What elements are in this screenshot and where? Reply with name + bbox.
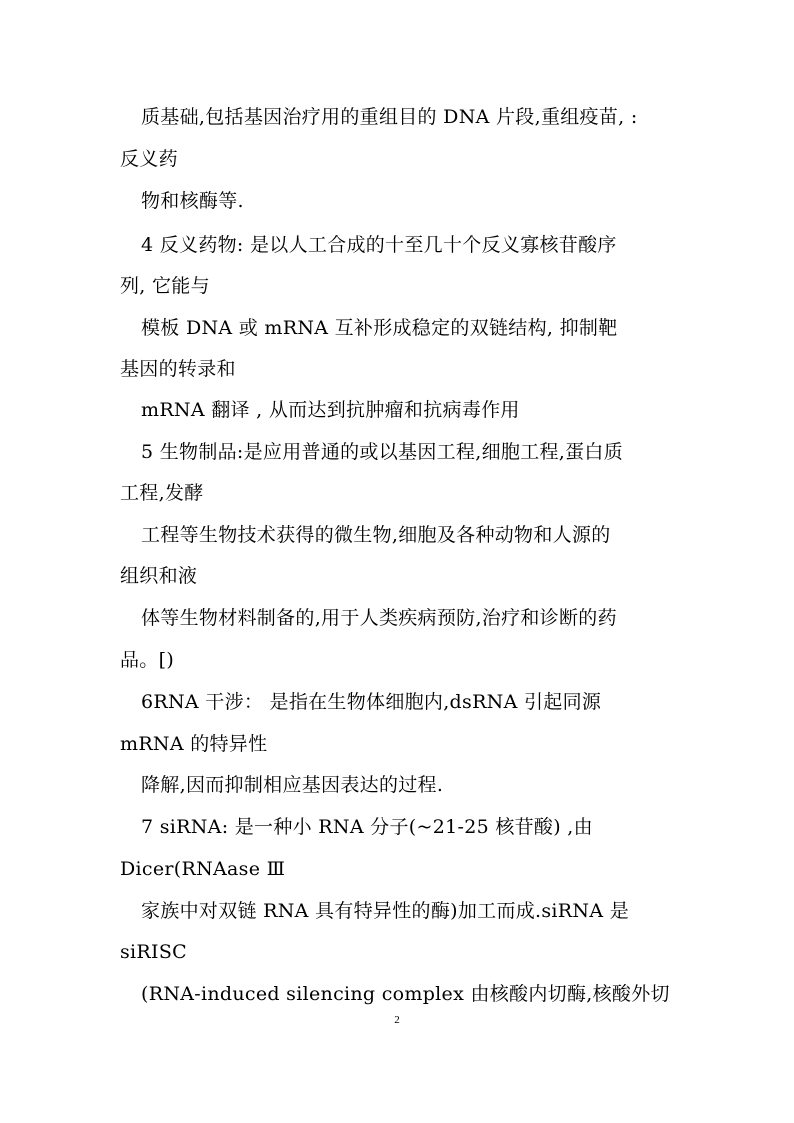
page-number: 2 bbox=[394, 1014, 400, 1026]
text-line-22: (RNA-induced silencing complex 由核酸内切酶,核酸外切 bbox=[141, 983, 670, 1005]
text-line-18: 7 siRNA: 是一种小 RNA 分子(~21-25 核苷酸) ,由 bbox=[141, 816, 593, 838]
text-line-11: 工程等生物技术获得的微生物,细胞及各种动物和人源的 bbox=[141, 524, 611, 546]
text-line-5: 列, 它能与 bbox=[120, 275, 210, 297]
text-line-15: 6RNA 干涉： 是指在生物体细胞内,dsRNA 引起同源 bbox=[141, 691, 602, 713]
text-line-17: 降解,因而抑制相应基因表达的过程. bbox=[141, 774, 444, 796]
text-line-2: 反义药 bbox=[120, 148, 178, 170]
text-line-8: mRNA 翻译 , 从而达到抗肿瘤和抗病毒作用 bbox=[141, 399, 520, 421]
text-line-1: 质基础,包括基因治疗用的重组目的 DNA 片段,重组疫苗, : bbox=[141, 106, 638, 128]
text-line-4: 4 反义药物: 是以人工合成的十至几十个反义寡核苷酸序 bbox=[141, 234, 617, 256]
text-line-6: 模板 DNA 或 mRNA 互补形成稳定的双链结构, 抑制靶 bbox=[141, 317, 618, 339]
text-line-20: 家族中对双链 RNA 具有特异性的酶)加工而成.siRNA 是 bbox=[141, 900, 630, 922]
text-line-10: 工程,发酵 bbox=[120, 482, 204, 504]
text-line-7: 基因的转录和 bbox=[120, 358, 236, 380]
text-line-14: 品。[) bbox=[120, 649, 175, 671]
text-line-16: mRNA 的特异性 bbox=[120, 733, 268, 755]
text-line-21: siRISC bbox=[120, 941, 187, 963]
text-line-9: 5 生物制品:是应用普通的或以基因工程,细胞工程,蛋白质 bbox=[141, 441, 624, 463]
text-line-12: 组织和液 bbox=[120, 565, 198, 587]
text-line-19: Dicer(RNAase Ⅲ bbox=[120, 858, 286, 880]
text-line-3: 物和核酶等. bbox=[141, 190, 244, 212]
text-line-13: 体等生物材料制备的,用于人类疾病预防,治疗和诊断的药 bbox=[141, 607, 617, 629]
